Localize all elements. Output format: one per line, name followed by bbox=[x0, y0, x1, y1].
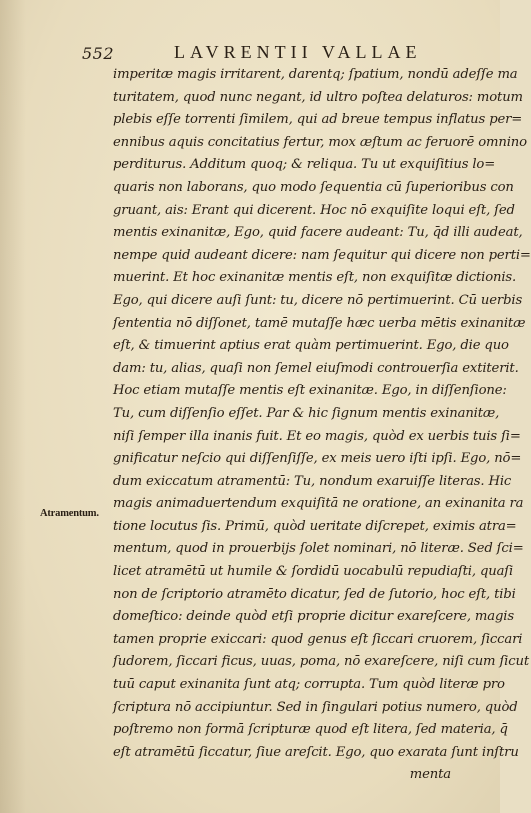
body-text bbox=[113, 64, 531, 787]
text-line: imperitæ magis irritarent, darentq; ſpatium, nondū adeſſe ma bbox=[113, 67, 518, 82]
text-line: mentis exinanitæ, Ego, quid facere audeant: Tu, q̄d illi audeat, bbox=[113, 225, 523, 241]
text-line: dum exiccatum atramentū: Tu, nondum exaruiſſe literas. Hic bbox=[113, 473, 512, 489]
text-line: Tu, cum diſſenſio eſſet. Par & hic ſignum mentis exinanitæ, bbox=[113, 405, 500, 421]
text-line: ſcriptura nō accipiuntur. Sed in ſingulari potius numero, quòd bbox=[113, 699, 518, 715]
text-line: tione locutus ſis. Primū, quòd ueritate diſcrepet, eximis atra= bbox=[113, 518, 517, 534]
text-line: nempe quid audeant dicere: nam ſequitur qui dicere non perti= bbox=[113, 247, 531, 263]
text-line: perditurus. Additum quoq; & reliqua. Tu ut exquiſitius lo= bbox=[113, 157, 496, 173]
text-line: eſt atramētū ſiccatur, ſiue areſcit. Ego, quo exarata ſunt inſtru bbox=[113, 744, 519, 760]
text-line: tuū caput exinanita ſunt atq; corrupta. Tum quòd literæ pro bbox=[113, 677, 505, 693]
text-line: dam: tu, alias, quaſi non ſemel eiuſmodi controuerſia extiterit. bbox=[113, 360, 519, 376]
text-line: gruant, ais: Erant qui dicerent. Hoc nō exquiſite loqui eſt, ſed bbox=[113, 202, 515, 218]
text-line: tamen proprie exiccari: quod genus eſt ſiccari cruorem, ſiccari bbox=[113, 631, 523, 647]
text-line: licet atramētū ut humile & ſordidū uocabulū repudiaſti, quaſi bbox=[113, 564, 514, 580]
text-line: ſudorem, ſiccari ficus, uuas, poma, nō exareſcere, niſi cum ſicut bbox=[113, 654, 529, 670]
text-line: gnificatur neſcio qui diſſenſiſſe, ex meis uero iſti ipſi. Ego, nō= bbox=[113, 451, 522, 467]
text-line: poſtremo non formā ſcripturæ quod eſt litera, ſed materia, q̄ bbox=[113, 722, 508, 738]
text-line: domeſtico: deinde quòd etſi proprie dicitur exareſcere, magis bbox=[113, 609, 514, 625]
text-line: ennibus aquis concitatius fertur, mox æſtum ac feruorē omnino bbox=[113, 134, 527, 150]
text-line: eſt, & timuerint aptius erat quàm pertimuerint. Ego, die quo bbox=[113, 338, 509, 354]
text-line: non de ſcriptorio atramēto dicatur, ſed de ſutorio, hoc eſt, tibi bbox=[113, 586, 516, 602]
text-line: menta bbox=[409, 767, 451, 783]
text-line: Hoc etiam mutaſſe mentis eſt exinanitæ. Ego, in diſſenſione: bbox=[113, 383, 507, 399]
text-line: plebis eſſe torrenti ſimilem, qui ad breue tempus inflatus per= bbox=[113, 112, 523, 128]
marginal-note: Atramentum. bbox=[40, 508, 99, 519]
text-line: niſi ſemper illa inanis fuit. Et eo magis, quòd ex uerbis tuis ſi= bbox=[113, 428, 521, 444]
running-head: LAVRENTII VALLAE bbox=[174, 42, 422, 62]
gutter-shadow bbox=[0, 0, 26, 813]
text-line: quaris non laborans, quo modo ſequentia cū ſuperioribus con bbox=[113, 179, 514, 195]
text-line: Ego, qui dicere auſi ſunt: tu, dicere nō pertimuerint. Cū uerbis bbox=[113, 292, 523, 308]
page-number: 552 bbox=[82, 44, 115, 63]
text-line: ſententia nō diſſonet, tamē mutaſſe hæc uerba mētis exinanitæ bbox=[113, 315, 526, 331]
text-line: turitatem, quod nunc negant, id ultro poſtea delaturos: motum bbox=[113, 89, 523, 105]
text-line: magis animaduertendum exquiſitā ne oratione, an exinanita ra bbox=[113, 496, 524, 512]
text-line: muerint. Et hoc exinanitæ mentis eſt, non exquiſitæ dictionis. bbox=[113, 270, 517, 286]
text-line: mentum, quod in prouerbijs ſolet nominari, nō literæ. Sed ſci= bbox=[113, 541, 524, 557]
